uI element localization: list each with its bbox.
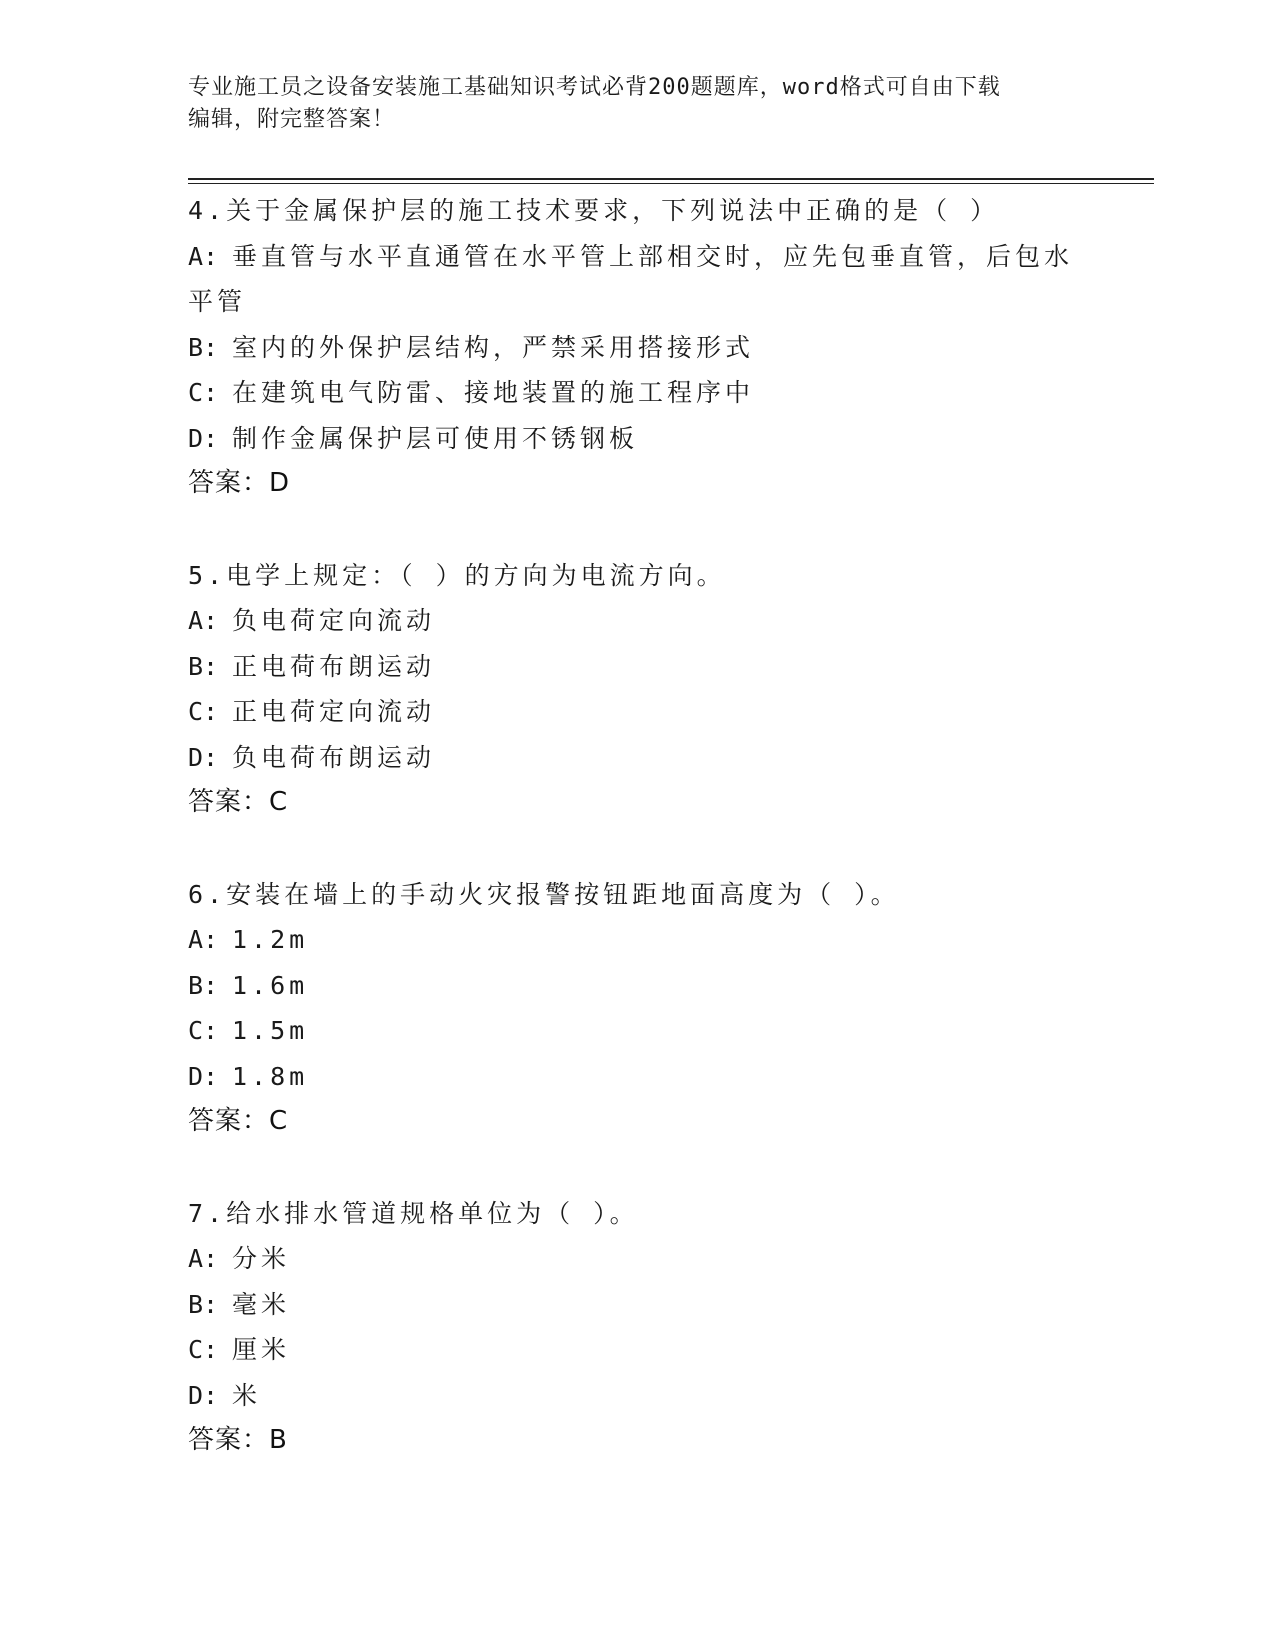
option-letter: B: xyxy=(188,970,219,1000)
option-a xyxy=(188,598,1088,644)
option-d xyxy=(188,735,1088,781)
option-b xyxy=(188,1282,1088,1328)
option-letter: D: xyxy=(188,1061,219,1091)
option-text: 垂直管与水平直通管在水平管上部相交时，应先包垂直管，后包水 xyxy=(232,241,1074,271)
option-d xyxy=(188,416,1088,462)
question-stem: 7.给水排水管道规格单位为（ ）。 xyxy=(188,1198,639,1228)
option-letter: A: xyxy=(188,925,219,954)
option-text: 毫米 xyxy=(232,1289,291,1319)
header-line-2: 编辑，附完整答案！ xyxy=(188,107,396,132)
option-text: 1.2m xyxy=(232,925,309,954)
option-d xyxy=(188,1373,1088,1419)
option-text: 室内的外保护层结构，严禁采用搭接形式 xyxy=(232,332,755,362)
option-text: 1.5m xyxy=(232,1016,309,1045)
question-list xyxy=(188,188,1088,1510)
option-letter: C: xyxy=(188,378,219,407)
option-text: 1.6m xyxy=(232,970,309,1000)
option-letter: C: xyxy=(188,1016,219,1045)
header-divider-thick xyxy=(188,178,1154,180)
option-text: 负电荷定向流动 xyxy=(232,606,436,635)
option-a xyxy=(188,917,1088,963)
option-text: 1.8m xyxy=(232,1061,309,1091)
question-stem: 6.安装在墙上的手动火灾报警按钮距地面高度为（ ）。 xyxy=(188,879,900,909)
option-c xyxy=(188,689,1088,735)
header-divider-thin xyxy=(188,183,1154,184)
question-item xyxy=(188,872,1088,1145)
option-c xyxy=(188,370,1088,416)
option-letter: D: xyxy=(188,1380,219,1410)
option-letter: C: xyxy=(188,697,219,726)
option-text: 分米 xyxy=(232,1244,291,1273)
option-letter: B: xyxy=(188,651,219,681)
option-letter: A: xyxy=(188,1244,219,1273)
option-letter: C: xyxy=(188,1335,219,1364)
option-a xyxy=(188,234,1088,280)
question-item xyxy=(188,1191,1088,1464)
option-text: 厘米 xyxy=(232,1335,291,1364)
option-d xyxy=(188,1054,1088,1100)
option-c xyxy=(188,1008,1088,1054)
document-header xyxy=(188,72,1088,136)
answer-line: 答案：B xyxy=(188,1425,288,1455)
answer-line: 答案：C xyxy=(188,1106,289,1136)
option-c xyxy=(188,1327,1088,1373)
option-letter: A: xyxy=(188,241,219,271)
header-line-1: 专业施工员之设备安装施工基础知识考试必背200题题库，word格式可自由下载 xyxy=(188,75,1001,100)
question-item xyxy=(188,553,1088,826)
option-text: 制作金属保护层可使用不锈钢板 xyxy=(232,423,639,453)
option-letter: B: xyxy=(188,332,219,362)
option-letter: B: xyxy=(188,1289,219,1319)
option-text: 负电荷布朗运动 xyxy=(232,742,436,772)
option-b xyxy=(188,325,1088,371)
answer-line: 答案：D xyxy=(188,468,291,498)
option-b xyxy=(188,963,1088,1009)
option-text: 在建筑电气防雷、接地装置的施工程序中 xyxy=(232,378,755,407)
option-letter: D: xyxy=(188,423,219,453)
option-letter: A: xyxy=(188,606,219,635)
option-letter: D: xyxy=(188,742,219,772)
option-text: 正电荷布朗运动 xyxy=(232,651,436,681)
question-stem: 5.电学上规定：（ ）的方向为电流方向。 xyxy=(188,560,726,590)
question-stem: 4.关于金属保护层的施工技术要求，下列说法中正确的是（ ） xyxy=(188,196,1000,225)
option-a xyxy=(188,1236,1088,1282)
answer-line: 答案：C xyxy=(188,787,289,817)
option-text: 米 xyxy=(232,1380,262,1410)
question-item xyxy=(188,188,1088,507)
option-b xyxy=(188,644,1088,690)
option-a-continuation: 平管 xyxy=(188,287,247,316)
option-text: 正电荷定向流动 xyxy=(232,697,436,726)
